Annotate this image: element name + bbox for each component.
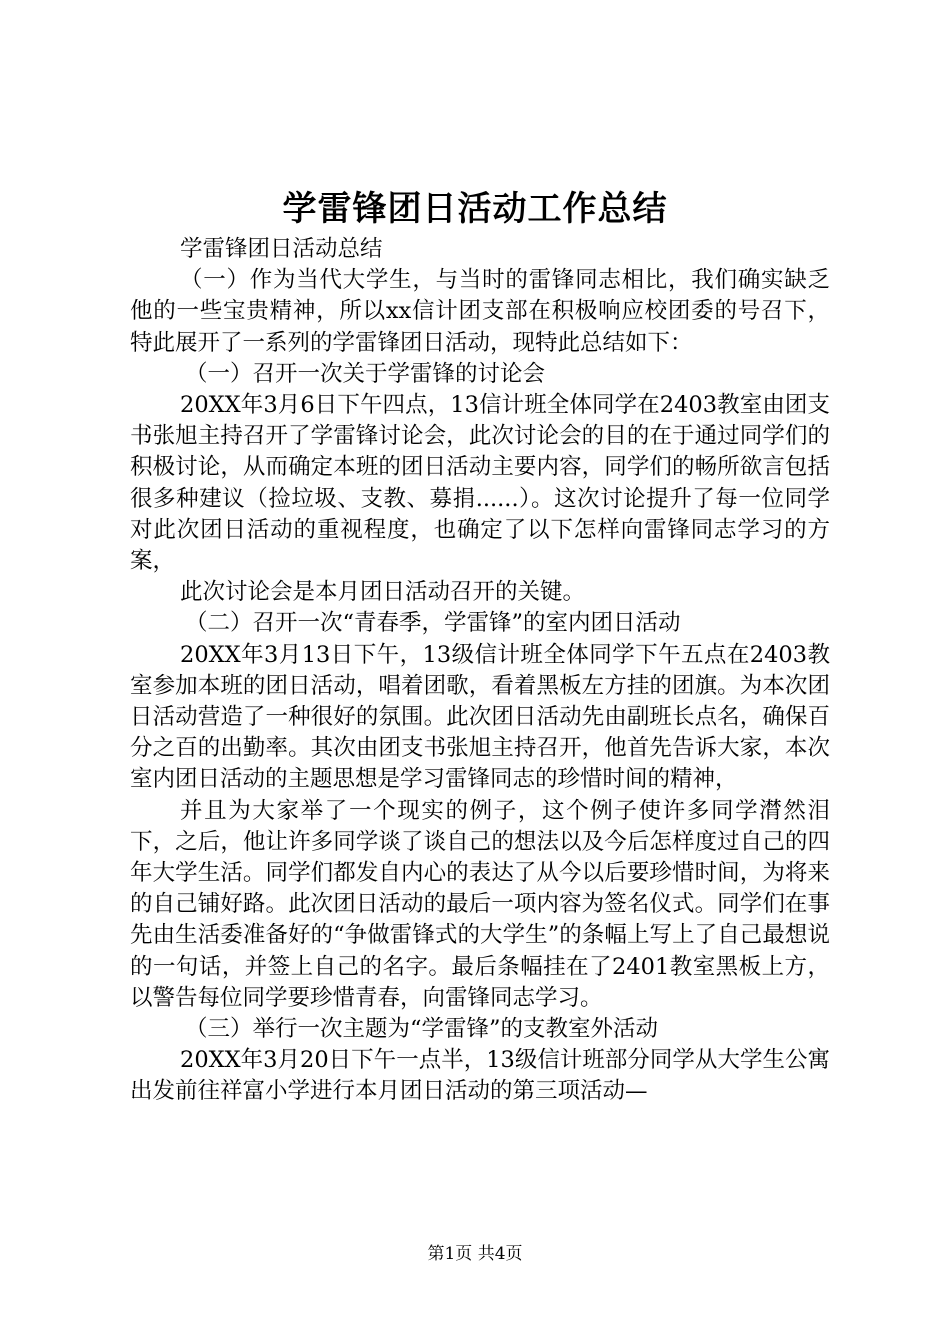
document-body: [130, 234, 830, 1108]
section-heading-1: （一）召开一次关于学雷锋的讨论会: [185, 360, 546, 387]
paragraph-intro: （一）作为当代大学生，与当时的雷锋同志相比，我们确实缺乏他的一些宝贵精神，所以xx信计团支部在积极响应校团委的号召下，特此展开了一系列的学雷锋团日活动，现特此总结如下：: [130, 267, 830, 356]
section-heading-3: （三）举行一次主题为“学雷锋”的支教室外活动: [185, 1016, 659, 1043]
page-number-footer: 第1页 共4页: [427, 1244, 523, 1264]
document-title: 学雷锋团日活动工作总结: [282, 189, 668, 229]
section-heading-2: （二）召开一次“青春季，学雷锋”的室内团日活动: [185, 610, 681, 637]
paragraph-section-2: 20XX年3月13日下午，13级信计班全体同学下午五点在2403教室参加本班的团日活动，唱着团歌，看着黑板左方挂的团旗。为本次团日活动营造了一种很好的氛围。此次团日活动先由副班长点名，确保百分之百的出勤率。其次由团支书张旭主持召开，他首先告诉大家，本次室内团日活动的主题思想是学习雷锋同志的珍惜时间的精神，: [130, 641, 830, 793]
paragraph-subtitle: 学雷锋团日活动总结: [180, 236, 383, 262]
paragraph-section-3: 20XX年3月20日下午一点半，13级信计班部分同学从大学生公寓出发前往祥富小学进行本月团日活动的第三项活动—: [130, 1047, 830, 1105]
paragraph-section-1: 20XX年3月6日下午四点，13信计班全体同学在2403教室由团支书张旭主持召开了学雷锋讨论会，此次讨论会的目的在于通过同学们的积极讨论，从而确定本班的团日活动主要内容，同学们的畅所欲言包括很多种建议（捡垃圾、支教、募捐......）。这次讨论提升了每一位同学对此次团日活动的重视程度，也确定了以下怎样向雷锋同志学习的方案，: [130, 392, 830, 575]
paragraph-section-2-cont: 并且为大家举了一个现实的例子，这个例子使许多同学潸然泪下，之后，他让许多同学谈了谈自己的想法以及今后怎样度过自己的四年大学生活。同学们都发自内心的表达了从今以后要珍惜时间，为将来的自己铺好路。此次团日活动的最后一项内容为签名仪式。同学们在事先由生活委准备好的“争做雷锋式的大学生”的条幅上写上了自己最想说的一句话，并签上自己的名字。最后条幅挂在了2401教室黑板上方，以警告每位同学要珍惜青春，向雷锋同志学习。: [130, 797, 830, 1011]
paragraph-section-1-end: 此次讨论会是本月团日活动召开的关键。: [180, 579, 586, 606]
